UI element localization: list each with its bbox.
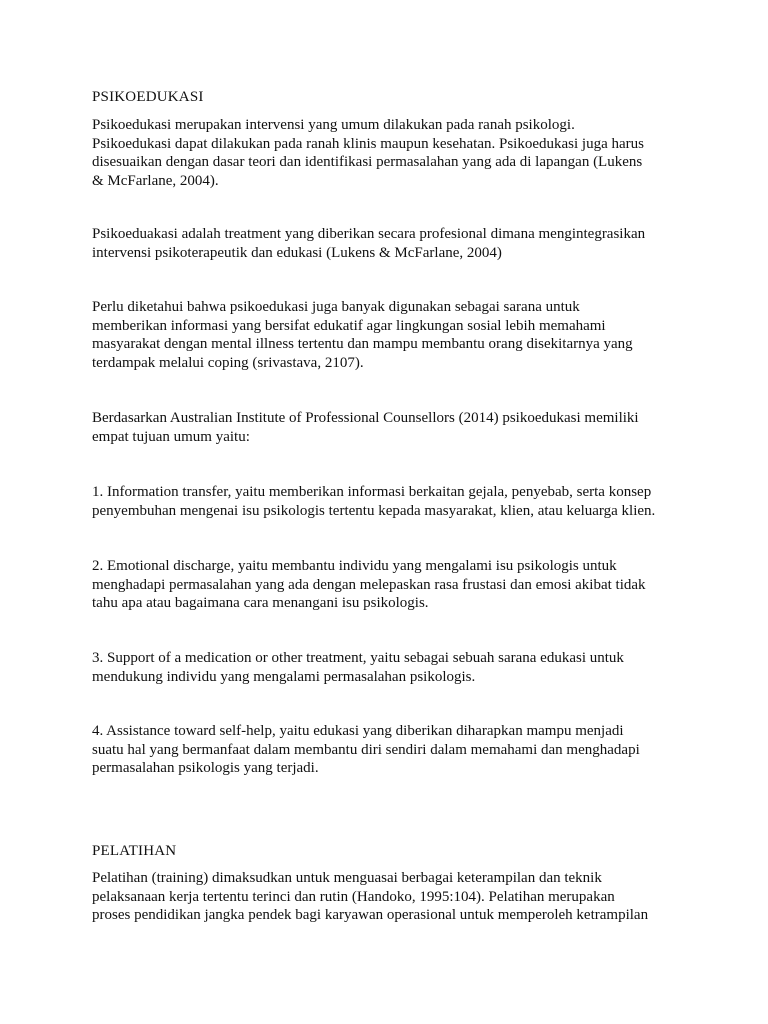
text-line: suatu hal yang bermanfaat dalam membantu diri sendiri dalam memahami dan menghadapi: [92, 741, 640, 758]
text-line: Perlu diketahui bahwa psikoedukasi juga banyak digunakan sebagai sarana untuk: [92, 299, 580, 315]
text-line: Berdasarkan Australian Institute of Professional Counsellors (2014) psikoedukasi memiliki: [92, 410, 639, 426]
text-line: Pelatihan (training) dimaksudkan untuk menguasai berbagai keterampilan dan teknik: [92, 870, 602, 886]
text-line: mendukung individu yang mengalami permasalahan psikologis.: [92, 668, 476, 685]
text-line: 1. Information transfer, yaitu memberikan informasi berkaitan gejala, penyebab, serta konsep: [92, 484, 652, 500]
text-line: intervensi psikoterapeutik dan edukasi (Lukens & McFarlane, 2004): [92, 244, 502, 261]
list-item-emotional-discharge: [92, 557, 692, 613]
text-line: disesuaikan dengan dasar teori dan identifikasi permasalahan yang ada di lapangan (Lukens: [92, 154, 643, 171]
text-line: menghadapi permasalahan yang ada dengan melepaskan rasa frustasi dan emosi akibat tidak: [92, 576, 646, 593]
text-line: 4. Assistance toward self-help, yaitu edukasi yang diberikan diharapkan mampu menjadi: [92, 723, 624, 739]
text-line: tahu apa atau bagaimana cara menangani isu psikologis.: [92, 595, 429, 612]
text-line: empat tujuan umum yaitu:: [92, 428, 250, 445]
text-line: masyarakat dengan mental illness tertentu dan mampu membantu orang disekitarnya yang: [92, 336, 633, 353]
text-line: permasalahan psikologis yang terjadi.: [92, 760, 319, 777]
text-line: Psikoedukasi merupakan intervensi yang umum dilakukan pada ranah psikologi.: [92, 117, 575, 133]
heading-pelatihan: PELATIHAN: [92, 843, 177, 859]
paragraph-psikoedukasi-definition: [92, 116, 692, 190]
list-item-information-transfer: [92, 483, 692, 520]
list-item-assistance-toward-self-help: [92, 722, 692, 778]
text-line: proses pendidikan jangka pendek bagi karyawan operasional untuk memperoleh ketrampilan: [92, 907, 649, 924]
text-line: penyembuhan mengenai isu psikologis tertentu kepada masyarakat, klien, atau keluarga klien.: [92, 502, 656, 519]
text-line: pelaksanaan kerja tertentu terinci dan rutin (Handoko, 1995:104). Pelatihan merupakan: [92, 888, 615, 905]
text-line: 2. Emotional discharge, yaitu membantu individu yang mengalami isu psikologis untuk: [92, 558, 617, 574]
text-line: & McFarlane, 2004).: [92, 172, 219, 189]
text-line: 3. Support of a medication or other treatment, yaitu sebagai sebuah sarana edukasi untuk: [92, 650, 624, 666]
paragraph-psikoedukasi-function: [92, 298, 692, 372]
text-line: Psikoeduakasi adalah treatment yang diberikan secara profesional dimana mengintegrasikan: [92, 226, 646, 242]
text-line: memberikan informasi yang bersifat edukatif agar lingkungan sosial lebih memahami: [92, 317, 606, 334]
list-item-support-of-medication: [92, 649, 692, 686]
heading-psikoedukasi: PSIKOEDUKASI: [92, 89, 204, 105]
text-line: Psikoedukasi dapat dilakukan pada ranah klinis maupun kesehatan. Psikoedukasi juga harus: [92, 135, 644, 152]
paragraph-psikoedukasi-treatment: [92, 225, 692, 262]
paragraph-psikoedukasi-goals-intro: [92, 409, 692, 446]
text-line: terdampak melalui coping (srivastava, 2107).: [92, 354, 364, 371]
paragraph-pelatihan-definition: [92, 869, 692, 925]
